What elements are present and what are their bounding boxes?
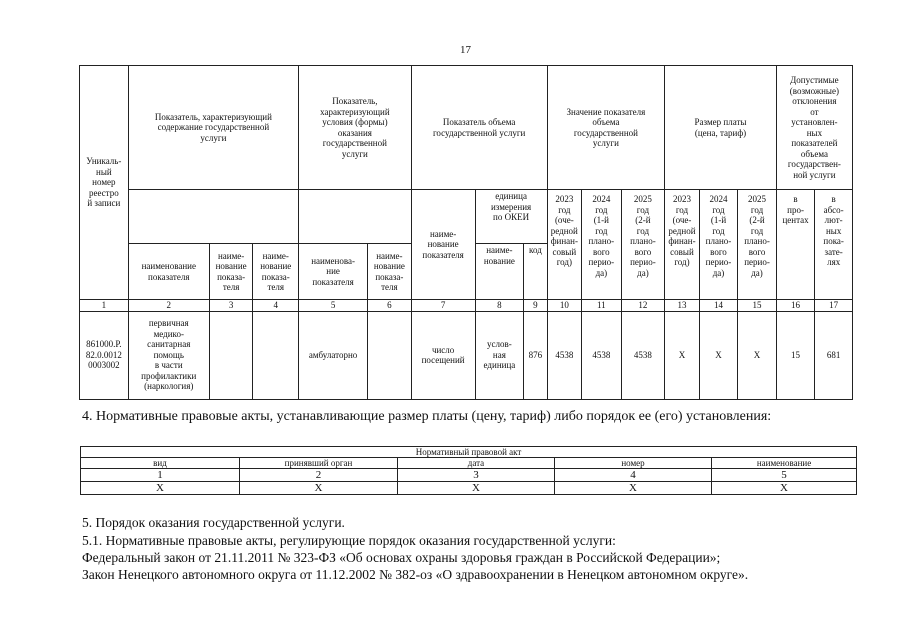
volume-name-cell: число посещений xyxy=(411,311,475,399)
header-condition-name-1: наименова- ние показателя xyxy=(299,244,368,300)
table-row xyxy=(80,311,853,399)
header-content-name-1: наименование показателя xyxy=(128,244,209,300)
col-number: 3 xyxy=(209,300,253,312)
legal-act-col-number: 2 xyxy=(240,469,398,482)
legal-acts-table xyxy=(80,446,857,495)
col-number: 5 xyxy=(299,300,368,312)
federal-law-reference: Федеральный закон от 21.11.2011 № 323-ФЗ «Об основах охраны здоровья граждан в Российской Федерации»; xyxy=(82,550,721,565)
content-spacer xyxy=(128,190,298,244)
col-number: 1 xyxy=(80,300,129,312)
legal-act-header-authority: принявший орган xyxy=(240,458,398,469)
header-volume-values: Значение показателя объема государственной услуги xyxy=(547,66,665,190)
col-number: 17 xyxy=(815,300,853,312)
col-number: 12 xyxy=(621,300,665,312)
legal-act-header-type: вид xyxy=(81,458,240,469)
header-fee-2024: 2024 год (1-й год плано- вого перио- да) xyxy=(699,190,738,300)
header-deviation-absolute: в абсо- лют- ных пока- зате- лях xyxy=(815,190,853,300)
header-fee-2023: 2023 год (оче- редной финан- совый год) xyxy=(665,190,699,300)
header-unit-okei: единица измерения по ОКЕИ xyxy=(475,190,547,244)
col-number: 15 xyxy=(738,300,777,312)
header-unit-name: наиме- нование xyxy=(475,244,524,300)
legal-act-value: X xyxy=(555,482,712,495)
unit-name-cell: услов- ная единица xyxy=(475,311,524,399)
header-condition-name-2: наиме- нование показа- теля xyxy=(368,244,412,300)
legal-act-header-number: номер xyxy=(555,458,712,469)
legal-act-value: X xyxy=(712,482,857,495)
legal-act-title: Нормативный правовой акт xyxy=(81,447,857,458)
header-volume-name: наиме- нование показателя xyxy=(411,190,475,300)
header-conditions-indicator: Показатель, характеризующий условия (формы) оказания государственной услуги xyxy=(299,66,412,190)
section-5-heading: 5. Порядок оказания государственной услуги. xyxy=(82,515,345,530)
content-cell-2 xyxy=(209,311,253,399)
conditions-spacer xyxy=(299,190,412,244)
header-volume-indicator: Показатель объема государственной услуги xyxy=(411,66,547,190)
fee-2025-cell: X xyxy=(738,311,777,399)
deviation-percent-cell: 15 xyxy=(776,311,815,399)
legal-act-col-number: 3 xyxy=(398,469,555,482)
regional-law-reference: Закон Ненецкого автономного округа от 11.12.2002 № 382-оз «О здравоохранении в Ненецком автономном округе». xyxy=(82,567,749,582)
page-number: 17 xyxy=(460,44,471,56)
deviation-absolute-cell: 681 xyxy=(815,311,853,399)
col-number: 9 xyxy=(524,300,547,312)
content-cell: первичная медико- санитарная помощь в части профилактики (наркология) xyxy=(128,311,209,399)
header-content-indicator: Показатель, характеризующий содержание государственной услуги xyxy=(128,66,298,190)
condition-cell-2 xyxy=(368,311,412,399)
section-4-heading: 4. Нормативные правовые акты, устанавливающие размер платы (цену, тариф) либо порядок ее (его) установления: xyxy=(82,409,772,424)
header-fee-2025: 2025 год (2-й год плано- вого перио- да) xyxy=(738,190,777,300)
legal-act-value: X xyxy=(81,482,240,495)
fee-2023-cell: X xyxy=(665,311,699,399)
legal-act-value: X xyxy=(240,482,398,495)
header-content-name-2: наиме- нование показа- теля xyxy=(209,244,253,300)
col-number: 8 xyxy=(475,300,524,312)
value-2023-cell: 4538 xyxy=(547,311,581,399)
unit-code-cell: 876 xyxy=(524,311,547,399)
fee-2024-cell: X xyxy=(699,311,738,399)
condition-cell: амбулаторно xyxy=(299,311,368,399)
col-number: 7 xyxy=(411,300,475,312)
volume-indicators-table xyxy=(79,65,853,400)
header-value-2024: 2024 год (1-й год плано- вого перио- да) xyxy=(582,190,622,300)
legal-act-col-number: 4 xyxy=(555,469,712,482)
value-2024-cell: 4538 xyxy=(582,311,622,399)
section-5-1-heading: 5.1. Нормативные правовые акты, регулирующие порядок оказания государственной услуги: xyxy=(82,533,616,548)
registry-number-cell: 861000.Р. 82.0.0012 0003002 xyxy=(80,311,129,399)
col-number: 6 xyxy=(368,300,412,312)
legal-act-col-number: 5 xyxy=(712,469,857,482)
header-deviation-percent: в про- центах xyxy=(776,190,815,300)
legal-act-value: X xyxy=(398,482,555,495)
legal-act-header-name: наименование xyxy=(712,458,857,469)
header-value-2023: 2023 год (оче- редной финан- совый год) xyxy=(547,190,581,300)
legal-act-header-date: дата xyxy=(398,458,555,469)
col-number: 11 xyxy=(582,300,622,312)
col-number: 16 xyxy=(776,300,815,312)
legal-act-col-number: 1 xyxy=(81,469,240,482)
col-number: 14 xyxy=(699,300,738,312)
col-number: 2 xyxy=(128,300,209,312)
header-content-name-3: наиме- нование показа- теля xyxy=(253,244,299,300)
content-cell-3 xyxy=(253,311,299,399)
col-number: 4 xyxy=(253,300,299,312)
header-value-2025: 2025 год (2-й год плано- вого перио- да) xyxy=(621,190,665,300)
header-fee-size: Размер платы (цена, тариф) xyxy=(665,66,777,190)
col-number: 13 xyxy=(665,300,699,312)
header-allowed-deviation: Допустимые (возможные) отклонения от установлен- ных показателей объема государствен- ной услуги xyxy=(776,66,852,190)
col-number: 10 xyxy=(547,300,581,312)
header-registry-number: Уникаль- ный номер реестро й записи xyxy=(80,66,129,300)
header-unit-code: код xyxy=(524,244,547,300)
value-2025-cell: 4538 xyxy=(621,311,665,399)
column-number-row xyxy=(80,300,853,312)
